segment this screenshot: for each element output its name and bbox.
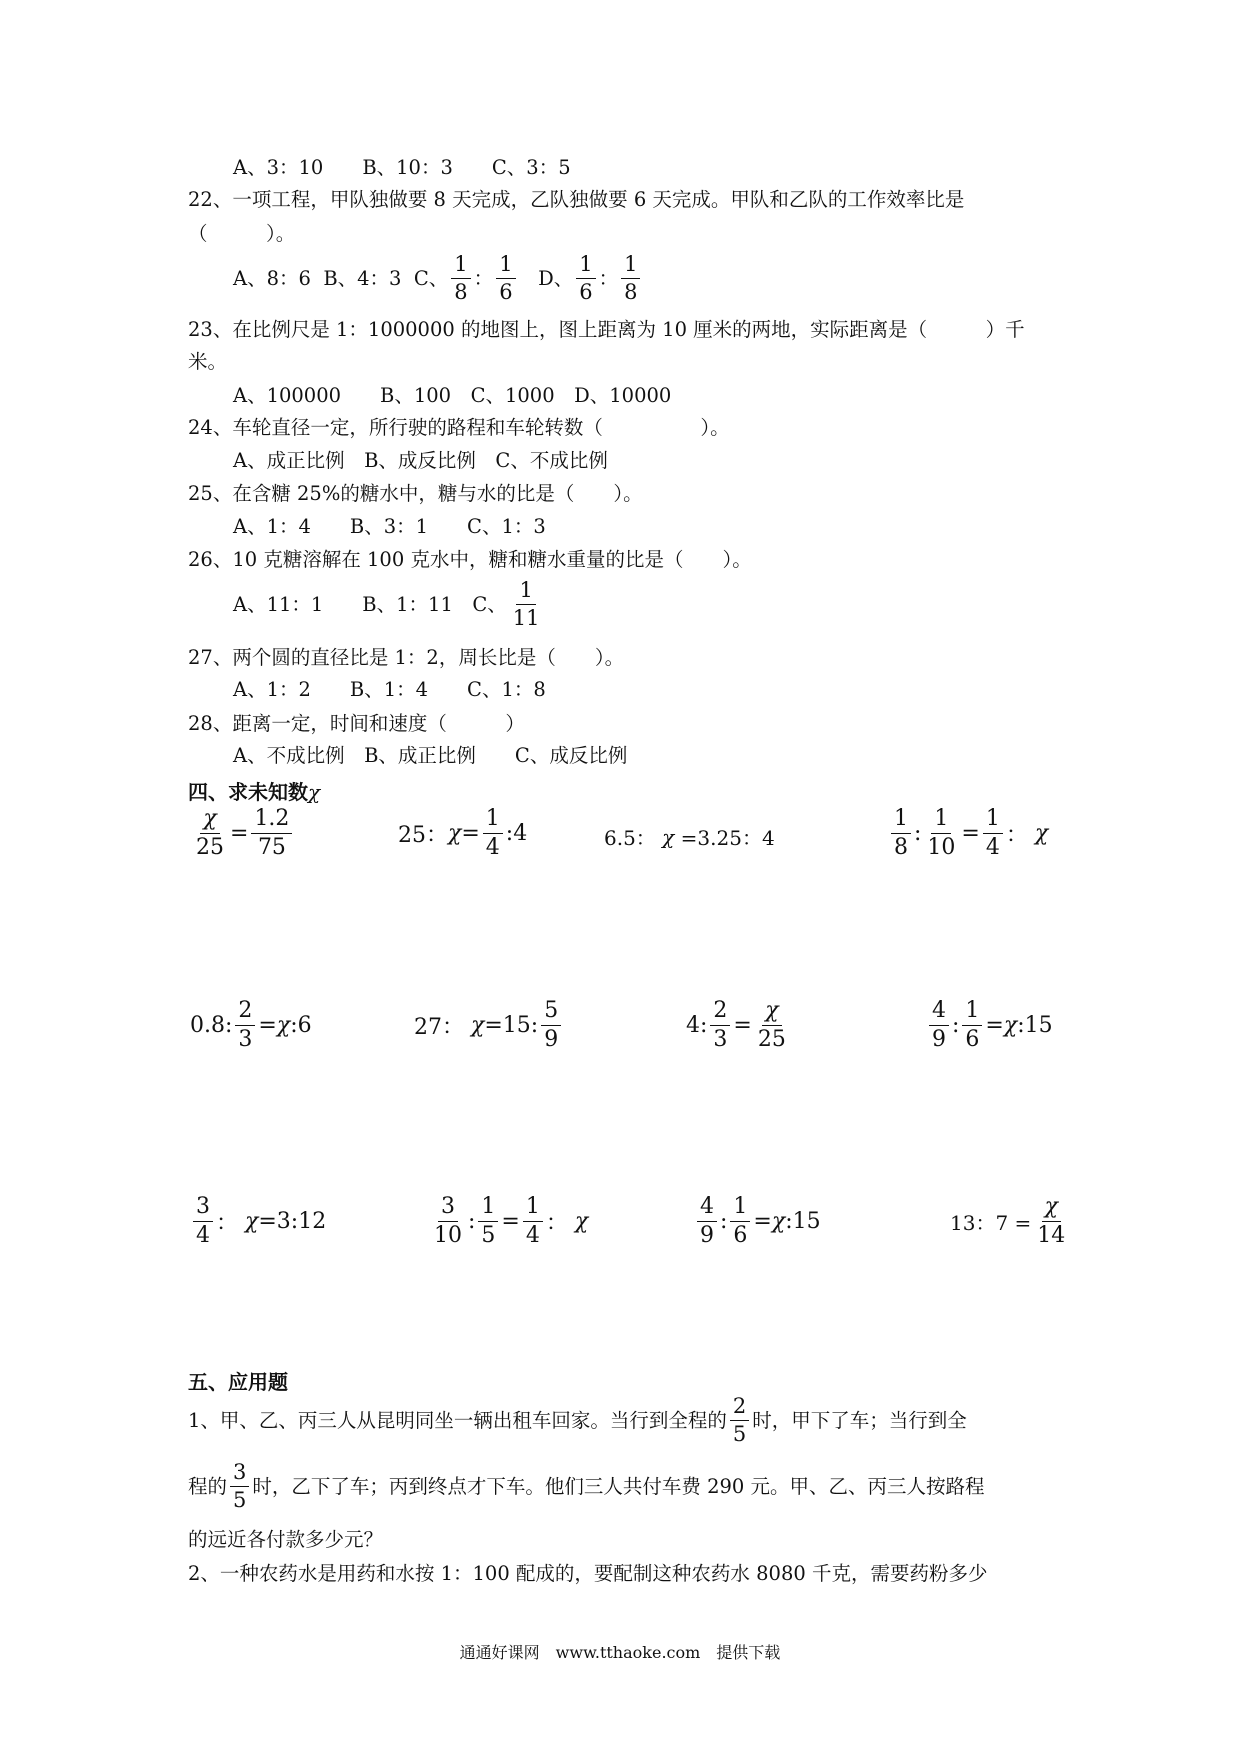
equation-3: 6.5： χ =3.25：4: [604, 824, 775, 850]
q25-options: A、1：4 B、3：1 C、1：3: [233, 515, 546, 538]
q22-blank: （ ）。: [188, 222, 296, 245]
problem-2-text: 2、一种农药水是用药和水按 1：100 配成的，要配制这种农药水 8080 千克，需要药粉多少: [188, 1562, 988, 1585]
equation-9: $\frac{3}{4}$ ： χ =3:12: [190, 1196, 326, 1247]
fraction: $\frac{1}{11}$: [512, 578, 540, 630]
section-4-heading: 四、求未知数χ: [188, 780, 321, 804]
equation-8: $\frac{4}{9}$ : $\frac{1}{6}$ = χ :15: [926, 1000, 1053, 1051]
q24-options: A、成正比例 B、成反比例 C、不成比例: [233, 449, 608, 472]
q22-option-d: D、: [538, 266, 574, 290]
q26-option-ab: A、11：1 B、1：11 C、: [233, 592, 507, 616]
equation-11: $\frac{4}{9}$ : $\frac{1}{6}$ = χ :15: [694, 1196, 821, 1247]
q28-text: 28、距离一定，时间和速度（ ）: [188, 712, 525, 735]
q24-text: 24、车轮直径一定，所行驶的路程和车轮转数（ ）。: [188, 416, 730, 439]
section-5-heading: 五、应用题: [188, 1370, 288, 1394]
colon: ：: [473, 266, 494, 290]
q25-text: 25、在含糖 25%的糖水中，糖与水的比是（ ）。: [188, 482, 643, 505]
equation-12: 13：7 = $\frac{\chi}{14}$: [950, 1194, 1066, 1248]
equation-4: $\frac{1}{8}$ : $\frac{1}{10}$ = $\frac{1}{4}$ ： χ: [888, 808, 1048, 859]
q26-text: 26、10 克糖溶解在 100 克水中，糖和糖水重量的比是（ ）。: [188, 548, 752, 571]
fraction: $\frac{1}{6}$: [576, 254, 595, 303]
q27-options: A、1：2 B、1：4 C、1：8: [233, 678, 546, 701]
q23-options: A、100000 B、100 C、1000 D、10000: [233, 384, 672, 407]
fraction: $\frac{1}{8}$: [451, 254, 470, 303]
equation-5: 0.8: $\frac{2}{3}$ = χ :6: [190, 998, 312, 1052]
equation-10: $\frac{3}{10}$ : $\frac{1}{5}$ = $\frac{1}{4}$ ： χ: [434, 1194, 589, 1248]
equation-2: 25： χ = $\frac{1}{4}$ :4: [398, 806, 528, 860]
page-footer: 通通好课网 www.tthaoke.com 提供下载: [459, 1643, 781, 1662]
problem-1-line-2: 程的 $\frac{3}{5}$ 时，乙下了车；丙到终点才下车。他们三人共付车费 290 元。甲、乙、丙三人按路程: [188, 1460, 985, 1512]
q21-option-b: B、10：3: [362, 156, 453, 179]
q21-options: [233, 156, 571, 180]
q23-text-cont: 米。: [188, 350, 228, 373]
q28-options: A、不成比例 B、成正比例 C、成反比例: [233, 744, 628, 767]
problem-1-line-1: 1、甲、乙、丙三人从昆明同坐一辆出租车回家。当行到全程的 $\frac{2}{5}$ 时，甲下了车；当行到全: [188, 1394, 967, 1446]
q22-option-a: A、8：6: [233, 266, 311, 290]
q23-text: 23、在比例尺是 1：1000000 的地图上，图上距离为 10 厘米的两地，实际距离是（ ）千: [188, 318, 1025, 341]
q27-text: 27、两个圆的直径比是 1：2，周长比是（ ）。: [188, 646, 625, 669]
problem-1-line-3: 的远近各付款多少元？: [188, 1528, 384, 1551]
q21-option-a: A、3：10: [233, 156, 324, 179]
fraction: $\frac{1}{6}$: [496, 254, 515, 303]
colon: ：: [598, 266, 619, 290]
equation-7: 4: $\frac{2}{3}$ = $\frac{\chi}{25}$: [686, 998, 786, 1052]
q22-text: 22、一项工程，甲队独做要 8 天完成，乙队独做要 6 天完成。甲队和乙队的工作效率比是: [188, 188, 965, 211]
q22-option-b: B、4：3: [323, 266, 402, 290]
q26-options: [233, 580, 546, 629]
fraction: $\frac{1}{8}$: [621, 254, 640, 303]
q22-option-c: C、: [413, 266, 449, 290]
equation-1: $\frac{\chi}{25}$ = $\frac{1.2}{75}$: [190, 808, 295, 859]
q22-options: [233, 254, 643, 303]
equation-6: 27： χ =15: $\frac{5}{9}$: [414, 1000, 564, 1051]
q21-option-c: C、3：5: [491, 156, 571, 179]
